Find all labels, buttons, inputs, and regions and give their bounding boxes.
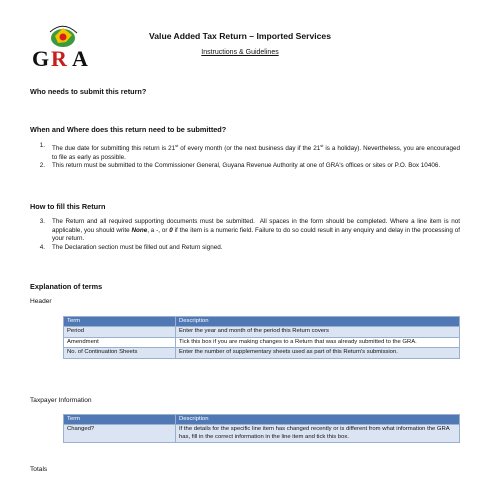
svg-text:R: R [51, 46, 67, 70]
column-header-description: Description [176, 317, 460, 327]
table-row [64, 425, 460, 443]
list-item-text: The Return and all required supporting documents must be submitted. All spaces in the form should be completed. Where a line item is not applicable, you should write None, a -, or 0 if the item is a numeric field. Failure to do so could result in any enquiry and delay in the processing of your return. [52, 218, 461, 243]
column-header-term: Term [64, 415, 176, 425]
description-cell: Enter the number of supplementary sheets used as part of this Return's submission. [176, 348, 460, 358]
svg-text:G: G [32, 46, 50, 70]
header-group-label: Header [30, 298, 52, 305]
term-cell: Period [64, 327, 176, 337]
table-row [64, 337, 460, 347]
column-header-term: Term [64, 317, 176, 327]
when-list [30, 142, 460, 171]
list-item-text: The due date for submitting this return is 21st of every month (or the next business day if the 21st is a holiday). Nevertheless, you are encouraged to file as early as possible. [52, 143, 460, 161]
table-row [64, 348, 460, 358]
taxpayer-group-label: Taxpayer Information [30, 397, 92, 404]
list-item-text: The Declaration section must be filled out and Return signed. [52, 243, 223, 251]
list-item-text: This return must be submitted to the Commissioner General, Guyana Revenue Authority at one of GRA's offices or sites or P.O. Box 10406. [52, 162, 441, 170]
taxpayer-terms-table [63, 414, 460, 443]
description-cell: Enter the year and month of the period this Return covers [176, 327, 460, 337]
term-cell: No. of Continuation Sheets [64, 348, 176, 358]
gra-logo [30, 22, 98, 70]
list-item-number: 4. [39, 243, 45, 251]
list-item [30, 218, 460, 244]
column-header-description: Description [176, 415, 460, 425]
list-item-number: 3. [39, 218, 45, 225]
who-heading: Who needs to submit this return? [30, 87, 147, 96]
list-item [30, 244, 460, 253]
terms-heading: Explanation of terms [30, 282, 103, 291]
document-subtitle: Instructions & Guidelines [201, 49, 279, 56]
totals-label: Totals [30, 466, 48, 473]
list-item-number: 2. [39, 162, 45, 170]
description-cell: Tick this box if you are making changes to a Return that was already submitted to the GRA. [176, 337, 460, 347]
table-row [64, 327, 460, 337]
term-cell: Amendment [64, 337, 176, 347]
svg-text:A: A [72, 46, 88, 70]
list-item-number: 1. [39, 142, 45, 149]
when-heading: When and Where does this return need to be submitted? [30, 125, 227, 134]
term-cell: Changed? [64, 425, 176, 443]
description-cell: If the details for the specific line item has changed recently or is different from what information the GRA has, fill in the correct information in the line item and tick this box. [176, 425, 460, 443]
list-item [30, 162, 460, 171]
how-list [30, 218, 460, 252]
document-title: Value Added Tax Return – Imported Services [149, 31, 331, 41]
how-heading: How to fill this Return [30, 202, 106, 211]
header-terms-table [63, 316, 460, 359]
list-item [30, 142, 460, 162]
